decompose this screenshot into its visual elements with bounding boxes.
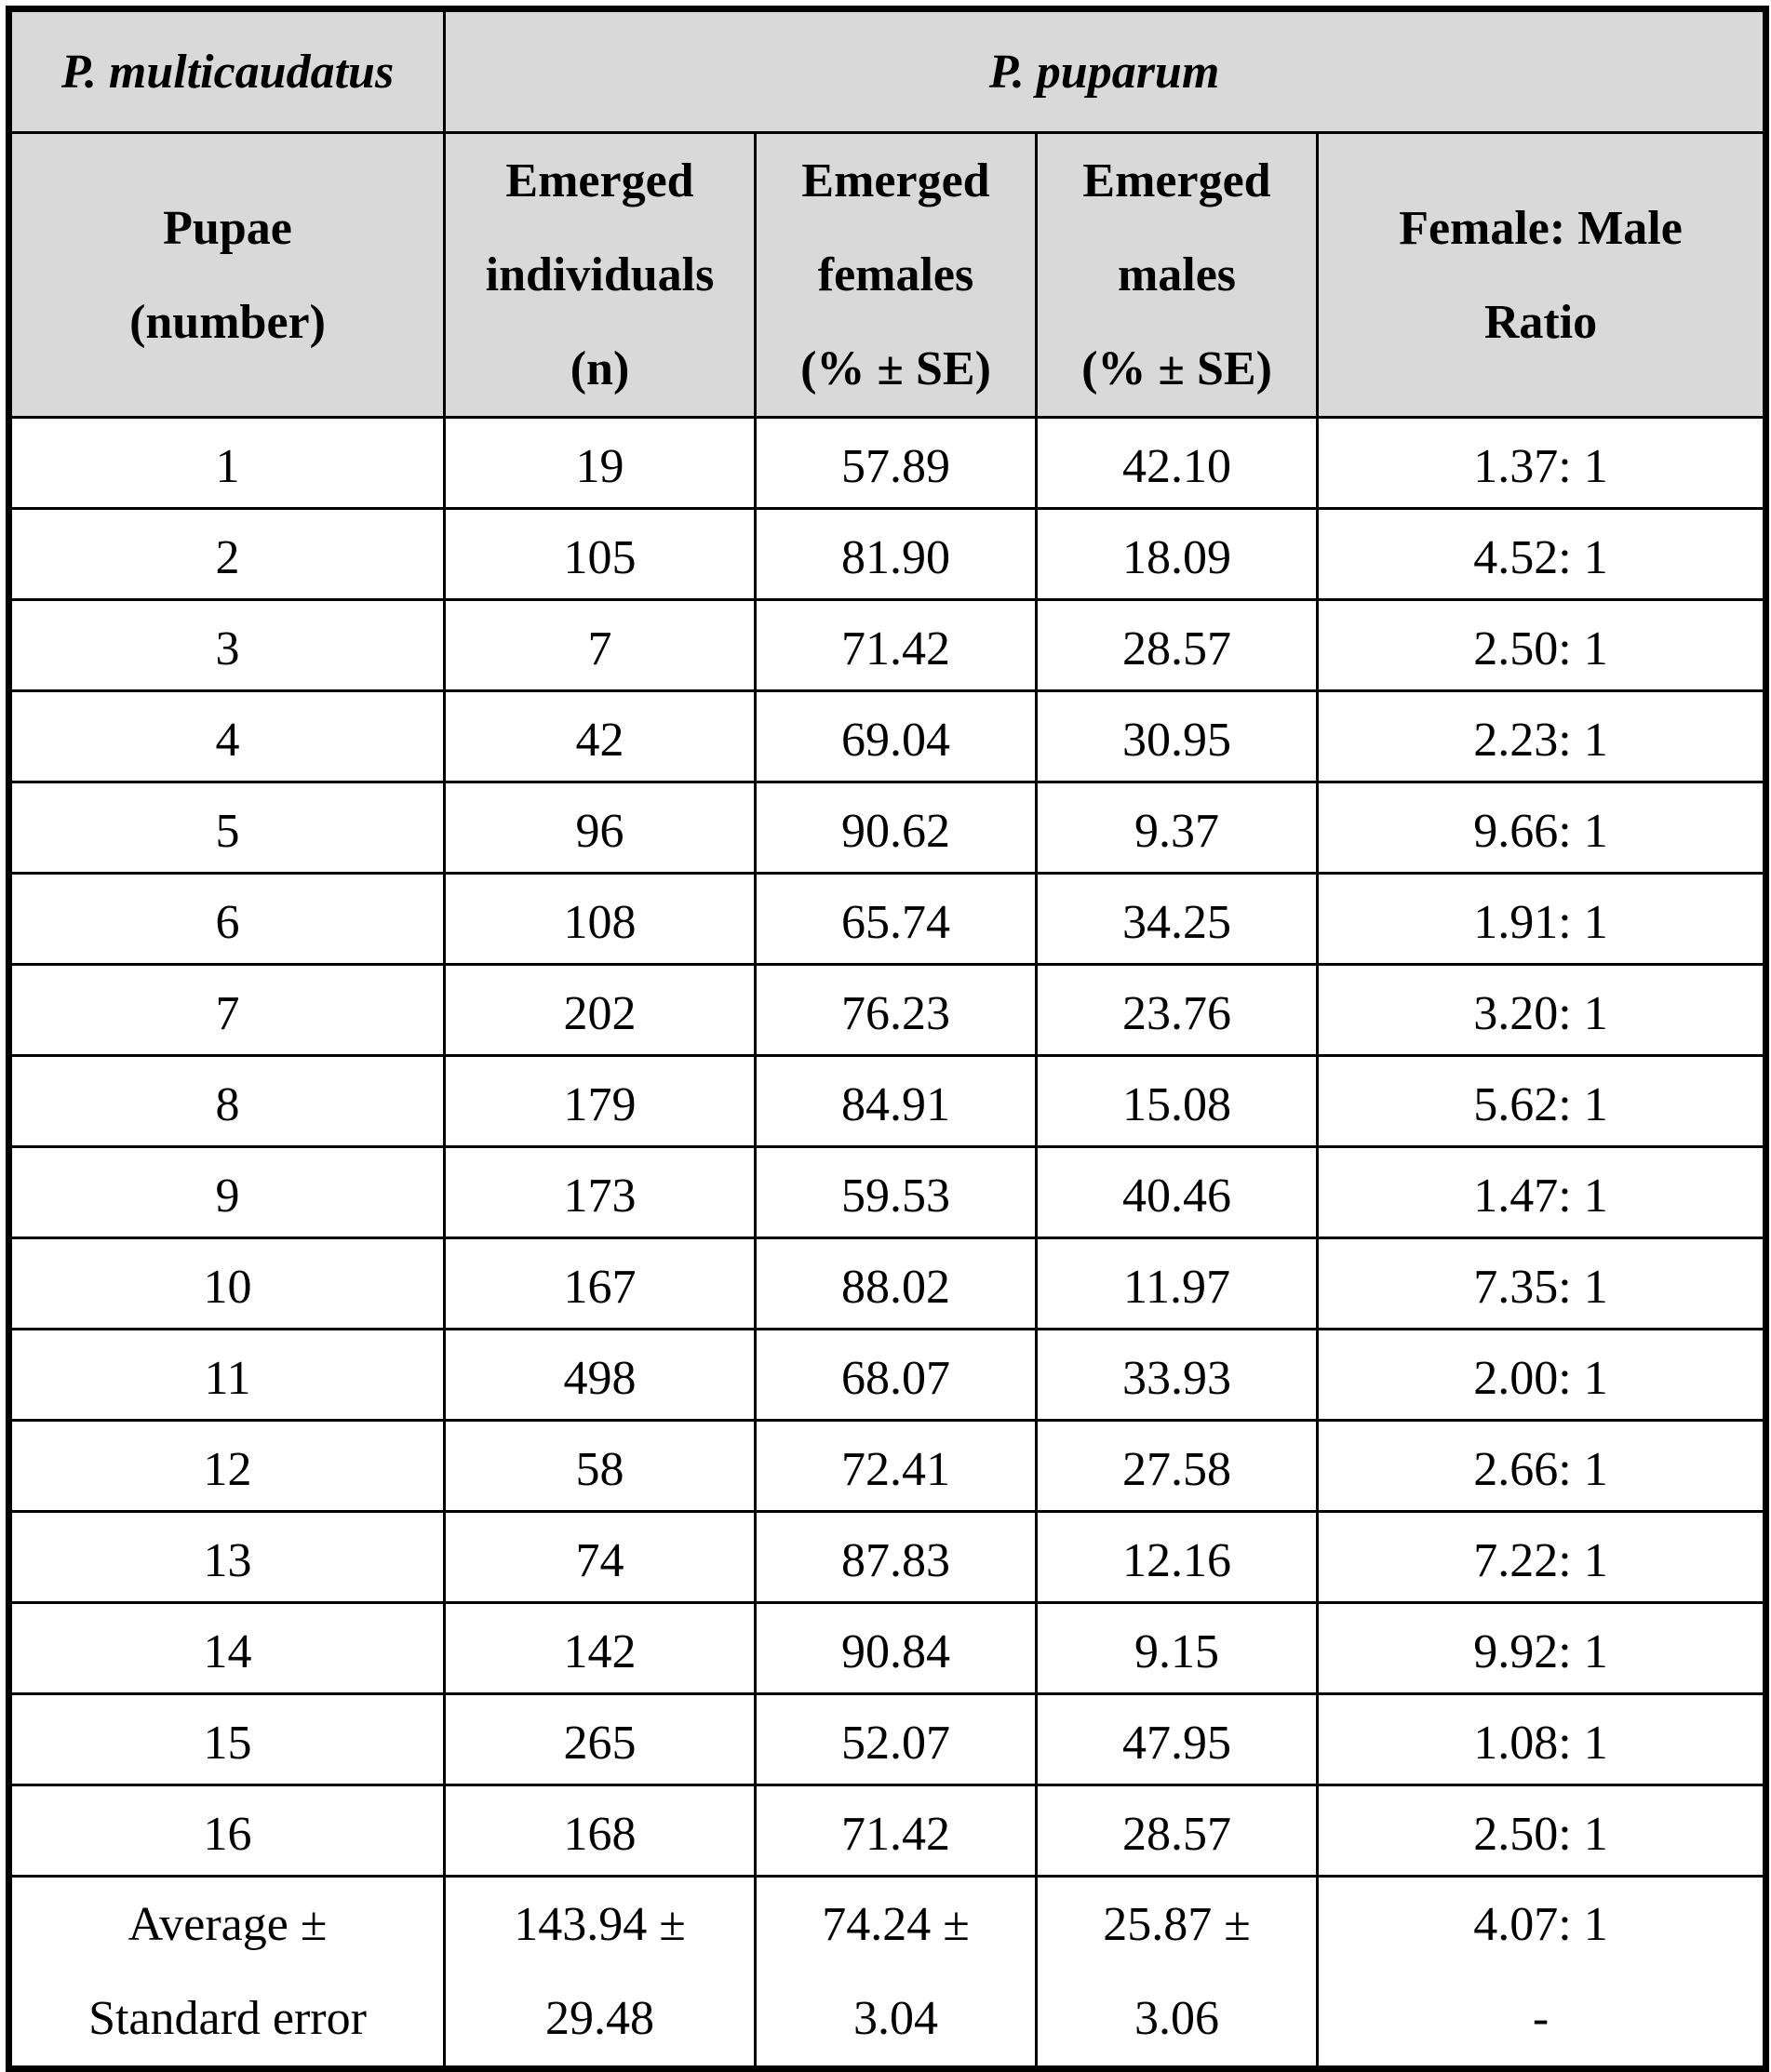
summary-emerged-males: [1037, 1877, 1318, 2069]
cell-pupae-number: 15: [9, 1694, 445, 1785]
cell-emerged-females: 76.23: [756, 965, 1037, 1056]
cell-emerged-females: 90.62: [756, 782, 1037, 874]
cell-pupae-number: 12: [9, 1421, 445, 1512]
summary-line: 4.07: 1: [1473, 1898, 1608, 1951]
summary-line: Standard error: [88, 1992, 367, 2045]
group-header-row: [9, 9, 1766, 133]
summary-line: 3.06: [1134, 1992, 1219, 2045]
cell-emerged-individuals: 265: [445, 1694, 756, 1785]
cell-emerged-individuals: 42: [445, 691, 756, 782]
header-line: (% ± SE): [800, 342, 991, 395]
cell-pupae-number: 7: [9, 965, 445, 1056]
cell-emerged-females: 90.84: [756, 1603, 1037, 1694]
header-female-male-ratio: [1318, 133, 1766, 418]
cell-emerged-males: 9.37: [1037, 782, 1318, 874]
cell-emerged-females: 59.53: [756, 1147, 1037, 1238]
header-line: (number): [129, 295, 326, 349]
cell-ratio: 7.35: 1: [1318, 1238, 1766, 1330]
summary-ratio: [1318, 1877, 1766, 2069]
data-table-container: [6, 6, 1763, 2045]
cell-emerged-females: 81.90: [756, 509, 1037, 600]
table-row: [9, 1056, 1766, 1147]
table-row: [9, 1694, 1766, 1785]
cell-ratio: 4.52: 1: [1318, 509, 1766, 600]
cell-emerged-individuals: 96: [445, 782, 756, 874]
column-header-row: [9, 133, 1766, 418]
cell-emerged-females: 71.42: [756, 1785, 1037, 1877]
cell-emerged-individuals: 19: [445, 418, 756, 509]
summary-emerged-females: [756, 1877, 1037, 2069]
cell-emerged-males: 18.09: [1037, 509, 1318, 600]
cell-pupae-number: 11: [9, 1330, 445, 1421]
summary-line: 29.48: [545, 1992, 654, 2045]
summary-row: [9, 1877, 1766, 2069]
table-row: [9, 1421, 1766, 1512]
cell-emerged-males: 33.93: [1037, 1330, 1318, 1421]
header-line: Pupae: [163, 201, 292, 255]
cell-pupae-number: 3: [9, 600, 445, 691]
cell-emerged-females: 72.41: [756, 1421, 1037, 1512]
cell-pupae-number: 16: [9, 1785, 445, 1877]
table-row: [9, 874, 1766, 965]
cell-emerged-individuals: 142: [445, 1603, 756, 1694]
cell-emerged-males: 27.58: [1037, 1421, 1318, 1512]
cell-ratio: 1.47: 1: [1318, 1147, 1766, 1238]
cell-emerged-females: 57.89: [756, 418, 1037, 509]
cell-ratio: 2.50: 1: [1318, 600, 1766, 691]
cell-emerged-males: 30.95: [1037, 691, 1318, 782]
table-row: [9, 418, 1766, 509]
cell-emerged-males: 23.76: [1037, 965, 1318, 1056]
cell-emerged-males: 9.15: [1037, 1603, 1318, 1694]
cell-emerged-individuals: 7: [445, 600, 756, 691]
cell-emerged-females: 68.07: [756, 1330, 1037, 1421]
cell-emerged-individuals: 74: [445, 1512, 756, 1603]
header-emerged-individuals: [445, 133, 756, 418]
header-emerged-males: [1037, 133, 1318, 418]
table-body: [9, 418, 1766, 2069]
header-line: individuals: [485, 248, 715, 301]
cell-emerged-individuals: 179: [445, 1056, 756, 1147]
cell-emerged-females: 84.91: [756, 1056, 1037, 1147]
table-row: [9, 1330, 1766, 1421]
cell-emerged-males: 28.57: [1037, 600, 1318, 691]
cell-emerged-males: 34.25: [1037, 874, 1318, 965]
summary-line: Average ±: [127, 1898, 328, 1951]
cell-pupae-number: 9: [9, 1147, 445, 1238]
header-line: males: [1117, 248, 1237, 301]
cell-pupae-number: 13: [9, 1512, 445, 1603]
cell-ratio: 7.22: 1: [1318, 1512, 1766, 1603]
cell-emerged-individuals: 58: [445, 1421, 756, 1512]
cell-emerged-females: 88.02: [756, 1238, 1037, 1330]
summary-emerged-individuals: [445, 1877, 756, 2069]
table-row: [9, 1603, 1766, 1694]
header-line: Emerged: [801, 154, 990, 207]
cell-emerged-individuals: 498: [445, 1330, 756, 1421]
header-line: Emerged: [1082, 154, 1271, 207]
summary-line: -: [1532, 1992, 1550, 2045]
cell-emerged-males: 15.08: [1037, 1056, 1318, 1147]
cell-ratio: 2.00: 1: [1318, 1330, 1766, 1421]
cell-pupae-number: 5: [9, 782, 445, 874]
header-line: Female: Male: [1399, 201, 1683, 255]
table-row: [9, 782, 1766, 874]
cell-emerged-individuals: 108: [445, 874, 756, 965]
header-line: Ratio: [1483, 295, 1598, 349]
cell-emerged-males: 28.57: [1037, 1785, 1318, 1877]
summary-line: 143.94 ±: [514, 1898, 686, 1951]
cell-ratio: 2.23: 1: [1318, 691, 1766, 782]
cell-pupae-number: 14: [9, 1603, 445, 1694]
group-header-host: P. multicaudatus: [9, 9, 445, 133]
summary-line: 3.04: [853, 1992, 938, 2045]
table-row: [9, 1785, 1766, 1877]
cell-emerged-females: 52.07: [756, 1694, 1037, 1785]
cell-pupae-number: 4: [9, 691, 445, 782]
group-header-parasitoid: P. puparum: [445, 9, 1766, 133]
summary-line: 74.24 ±: [822, 1898, 970, 1951]
cell-ratio: 9.92: 1: [1318, 1603, 1766, 1694]
summary-label: [9, 1877, 445, 2069]
cell-emerged-individuals: 202: [445, 965, 756, 1056]
emergence-table: [6, 6, 1769, 2072]
cell-ratio: 1.08: 1: [1318, 1694, 1766, 1785]
cell-pupae-number: 6: [9, 874, 445, 965]
table-row: [9, 600, 1766, 691]
table-row: [9, 509, 1766, 600]
table-row: [9, 965, 1766, 1056]
header-line: (% ± SE): [1081, 342, 1272, 395]
cell-ratio: 2.66: 1: [1318, 1421, 1766, 1512]
cell-emerged-females: 87.83: [756, 1512, 1037, 1603]
cell-emerged-individuals: 173: [445, 1147, 756, 1238]
table-row: [9, 1512, 1766, 1603]
cell-emerged-individuals: 168: [445, 1785, 756, 1877]
cell-emerged-males: 42.10: [1037, 418, 1318, 509]
cell-emerged-individuals: 167: [445, 1238, 756, 1330]
table-row: [9, 1238, 1766, 1330]
cell-emerged-females: 69.04: [756, 691, 1037, 782]
cell-pupae-number: 8: [9, 1056, 445, 1147]
cell-ratio: 3.20: 1: [1318, 965, 1766, 1056]
cell-emerged-individuals: 105: [445, 509, 756, 600]
cell-ratio: 1.91: 1: [1318, 874, 1766, 965]
cell-ratio: 1.37: 1: [1318, 418, 1766, 509]
table-row: [9, 1147, 1766, 1238]
header-line: Emerged: [505, 154, 694, 207]
cell-emerged-females: 71.42: [756, 600, 1037, 691]
cell-ratio: 2.50: 1: [1318, 1785, 1766, 1877]
cell-pupae-number: 1: [9, 418, 445, 509]
cell-pupae-number: 2: [9, 509, 445, 600]
cell-emerged-males: 47.95: [1037, 1694, 1318, 1785]
cell-emerged-males: 40.46: [1037, 1147, 1318, 1238]
cell-pupae-number: 10: [9, 1238, 445, 1330]
cell-emerged-females: 65.74: [756, 874, 1037, 965]
summary-line: 25.87 ±: [1103, 1898, 1251, 1951]
header-emerged-females: [756, 133, 1037, 418]
cell-emerged-males: 12.16: [1037, 1512, 1318, 1603]
cell-emerged-males: 11.97: [1037, 1238, 1318, 1330]
cell-ratio: 5.62: 1: [1318, 1056, 1766, 1147]
table-row: [9, 691, 1766, 782]
header-line: females: [817, 248, 974, 301]
header-pupae-number: [9, 133, 445, 418]
cell-ratio: 9.66: 1: [1318, 782, 1766, 874]
header-line: (n): [570, 342, 630, 395]
